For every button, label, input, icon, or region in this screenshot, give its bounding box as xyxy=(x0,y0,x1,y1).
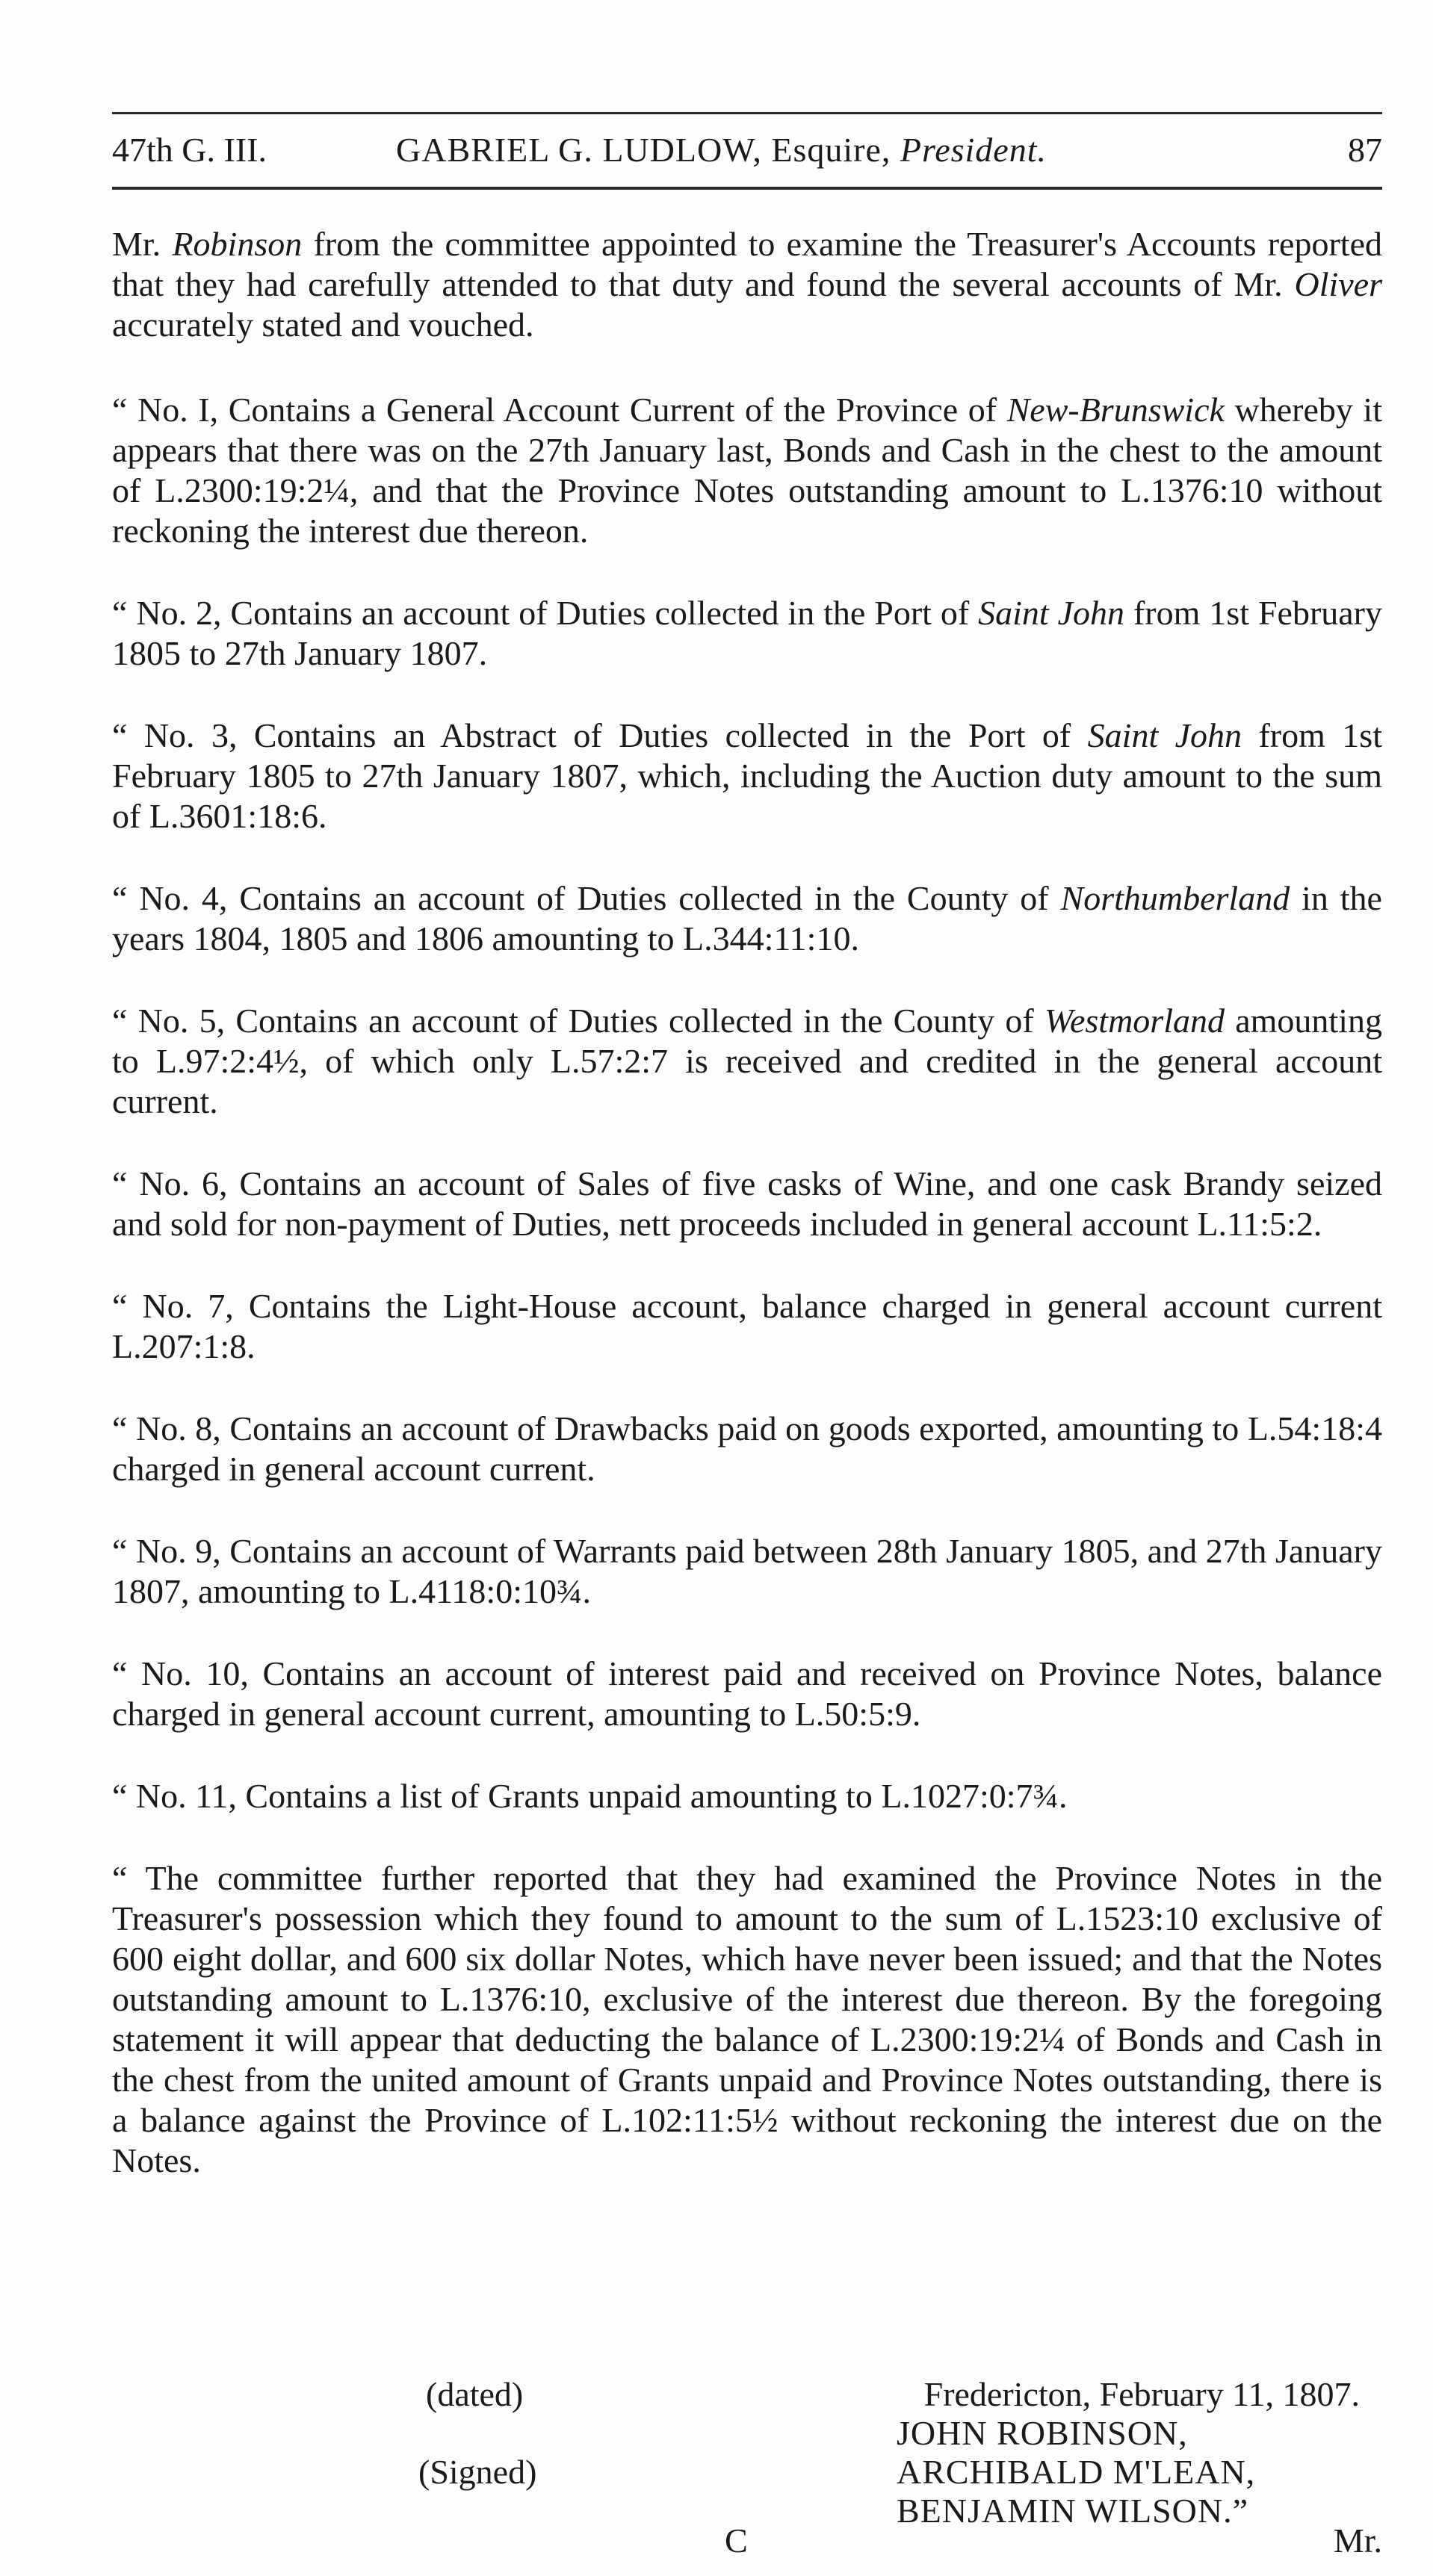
item-no1 xyxy=(112,390,1382,551)
item-no5-place: Westmorland xyxy=(1044,1002,1225,1040)
running-header xyxy=(112,120,1382,179)
signer-name: ARCHIBALD M'LEAN, xyxy=(897,2453,1256,2491)
dated-row xyxy=(112,2375,1382,2414)
item-no4-text-a: “ No. 4, Contains an account of Duties collected in the County of xyxy=(112,879,1061,917)
president-name: GABRIEL G. LUDLOW, xyxy=(396,131,762,169)
item-no7: “ No. 7, Contains the Light-House account, balance charged in general account current L.207:1:8. xyxy=(112,1287,1382,1365)
president-title: President. xyxy=(900,131,1047,169)
signed-label: (Signed) xyxy=(418,2453,537,2491)
dated-label: (dated) xyxy=(426,2375,524,2413)
signature-block xyxy=(112,2375,1382,2530)
item-no3 xyxy=(112,716,1382,837)
item-no2 xyxy=(112,593,1382,674)
item-no10: “ No. 10, Contains an account of interest paid and received on Province Notes, balance charged in general account current, amounting to L.50:5:9. xyxy=(112,1654,1382,1733)
page-number: 87 xyxy=(1348,131,1382,169)
item-no9: “ No. 9, Contains an account of Warrants paid between 28th January 1805, and 27th January 1807, amounting to L.4118:0:10¾. xyxy=(112,1532,1382,1610)
intro-text-2: from the committee appointed to examine the Treasurer's Accounts reported that they had carefully attended to that duty and found the several accounts of Mr. xyxy=(112,225,1382,303)
item-no5 xyxy=(112,1001,1382,1122)
header-rule xyxy=(112,187,1382,190)
intro-name-oliver: Oliver xyxy=(1294,265,1382,303)
top-rule xyxy=(112,112,1382,114)
place-date: Fredericton, February 11, 1807. xyxy=(923,2375,1360,2413)
signer-row-2 xyxy=(112,2453,1382,2492)
intro-name-robinson: Robinson xyxy=(172,225,303,263)
item-no2-place: Saint John xyxy=(978,594,1125,632)
body-text xyxy=(112,224,1382,2181)
committee-report-paragraph: “ The committee further reported that they had examined the Province Notes in the Treasurer's possession which they found to amount to the sum of L.1523:10 exclusive of 600 eight dollar, and 600 six dollar Notes, which have never been issued; and that the Notes outstanding amount to L.1376:10, exclusive of the interest due thereon. By the foregoing statement it will appear that deducting the balance of L.2300:19:2¼ of Bonds and Cash in the chest from the united amount of Grants unpaid and Province Notes outstanding, there is a balance against the Province of L.102:11:5½ without reckoning the interest due on the Notes. xyxy=(112,1859,1382,2179)
item-no3-place: Saint John xyxy=(1087,716,1242,754)
item-no3-text-a: “ No. 3, Contains an Abstract of Duties collected in the Port of xyxy=(112,716,1088,754)
item-no4-place: Northumberland xyxy=(1060,879,1290,917)
document-page xyxy=(112,97,1382,2562)
intro-text-3: accurately stated and vouched. xyxy=(112,305,534,344)
item-no6: “ No. 6, Contains an account of Sales of five casks of Wine, and one cask Brandy seized and sold for non-payment of Duties, nett proceeds included in general account L.11:5:2. xyxy=(112,1164,1382,1243)
header-title xyxy=(396,130,1047,170)
item-no4 xyxy=(112,878,1382,959)
esquire-text: Esquire, xyxy=(771,131,891,169)
item-no11: “ No. 11, Contains a list of Grants unpaid amounting to L.1027:0:7¾. xyxy=(112,1777,1068,1815)
signer-name: BENJAMIN WILSON.” xyxy=(897,2492,1249,2530)
intro-text-1: Mr. xyxy=(112,225,173,263)
item-no5-text-a: “ No. 5, Contains an account of Duties collected in the County of xyxy=(112,1002,1044,1040)
item-no1-place: New-Brunswick xyxy=(1006,391,1225,429)
signature-mark: C xyxy=(725,2521,748,2560)
item-no3-text-c: from 1st February 1805 to 27th January 1807, which, including the Auction duty amount to the sum of L.3601:18:6. xyxy=(112,716,1382,835)
item-no8: “ No. 8, Contains an account of Drawbacks paid on goods exported, amounting to L.54:18:4 charged in general account current. xyxy=(112,1409,1382,1488)
item-no5-text-c: amounting to L.97:2:4½, of which only L.57:2:7 is received and credited in the general account current. xyxy=(112,1002,1382,1120)
item-no1-text-a: “ No. I, Contains a General Account Current of the Province of xyxy=(112,391,1007,429)
intro-paragraph xyxy=(112,224,1382,345)
regnal-year: 47th G. III. xyxy=(112,131,267,169)
signer-row-1 xyxy=(112,2414,1382,2453)
item-no2-text-a: “ No. 2, Contains an account of Duties collected in the Port of xyxy=(112,594,979,632)
item-no1-text-c: whereby it appears that there was on the 27th January last, Bonds and Cash in the chest to the amount of L.2300:19:2¼, and that the Province Notes outstanding amount to L.1376:10 without reckoning the interest due thereon. xyxy=(112,391,1382,550)
item-no4-text-c: in the years 1804, 1805 and 1806 amounting to L.344:11:10. xyxy=(112,879,1382,958)
page-footer xyxy=(112,2521,1382,2566)
signer-name: JOHN ROBINSON, xyxy=(897,2414,1188,2452)
catchword: Mr. xyxy=(1333,2521,1382,2560)
item-no2-text-c: from 1st February 1805 to 27th January 1807. xyxy=(112,594,1383,672)
